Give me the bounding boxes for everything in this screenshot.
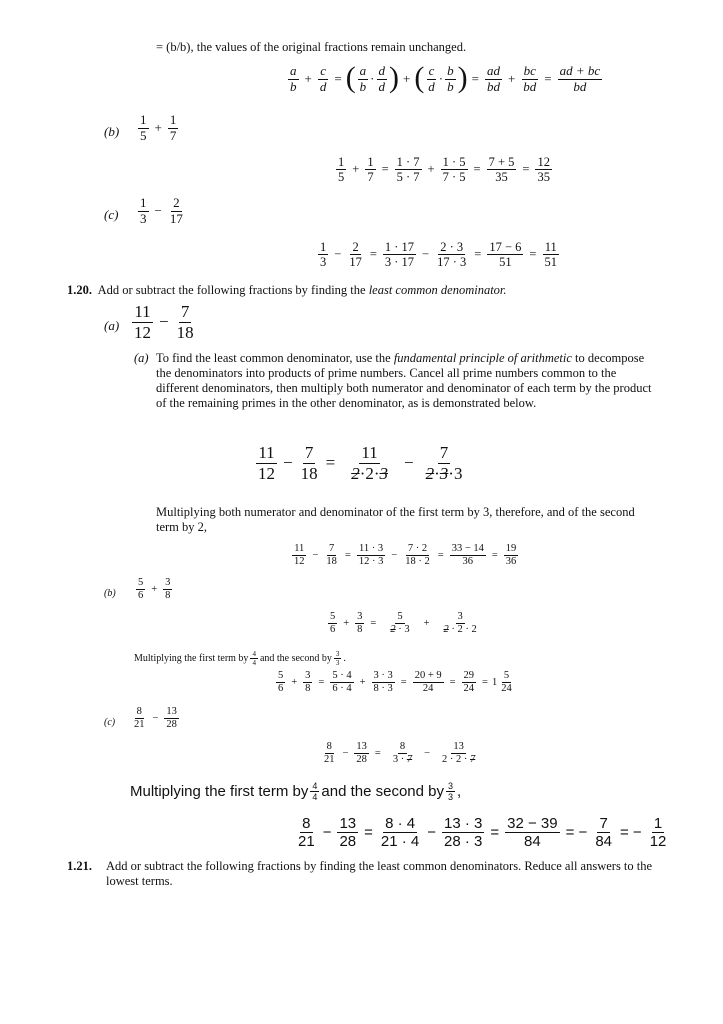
problem-1-21: 1.21. Add or subtract the following fractions by finding the least common denominators. Reduce all answers to the lowest terms. [67,859,653,888]
part-b-problem: 1 5 + $\frac{1}{7}$ [140,112,177,143]
problem-1-20-c-label: (c) [104,717,116,728]
problem-1-20-a-fractions: 11 12 − $\frac{7}{18}$ [134,302,194,342]
problem-1-20-a-explanation: (a) To find the least common denominator, use the fundamental principle of arithmetic to decompose the denominators into products of prime numbers. Cancel all prime numbers common to the different denominators, then multiply both numerator and denominator of each term by the product of the remaining primes in the other denominator, as is demonstrated below. [134,351,652,410]
problem-1-20-b-problem: 5 6 + $\frac{3}{8}$ [138,577,171,602]
part-c-label: (c) [104,207,119,222]
problem-1-20-a-label: (a) [104,318,120,333]
problem-1-20-heading: 1.20. Add or subtract the following fractions by finding the least common denominator. [67,283,507,297]
part-c-solution: 1 3 − $\frac{2}{17}$ = $\frac{1 \cdot 17}{3 \cdot 17}$ − $\frac{2 \cdot 3}{17 \cdot 3}$ = $\frac{17 - 6}{51}$ = $\frac{11}{51}$ [320,240,557,270]
fraction-c-d: $\frac{c}{d}$ [319,63,327,94]
problem-1-20-a-solution: 11 12 − $\frac{7}{18}$ = $\frac{11 \cdot 3}{12 \cdot 3}$ − $\frac{7 \cdot 2}{18 \cdot 2}$ = $\frac{33 - 14}{36}$ = $\frac{19}{36}$ [294,543,517,568]
part-b-label: (b) [104,124,120,139]
problem-1-20-c-solution: 8 21 − $\frac{13}{28}$ = $\frac{8 \cdot 4}{21 \cdot 4}$ − $\frac{13 \cdot 3}{28 \cdot 3}$ = $\frac{32 - 39}{84}$ = − $\frac{7}{84}$ = − $\frac{1}{12}$ [298,815,667,851]
problem-1-20-c-problem: 8 21 − $\frac{13}{28}$ [134,706,177,731]
part-b-solution: 1 5 + $\frac{1}{7}$ = $\frac{1 \cdot 7}{5 \cdot 7}$ + $\frac{1 \cdot 5}{7 \cdot 5}$ = $\frac{7 + 5}{35}$ = $\frac{12}{35}$ [338,155,550,185]
problem-1-20-a-factorization: 11 12 − $\frac{7}{18}$ = $\frac{11}{2\cdot 2\cdot 3}$ − $\frac{7}{2\cdot 3\cdot 3}$ [258,443,463,483]
problem-1-20-c-multiply-text: Multiplying the first term by 4 4 and the second by 3 3 , [130,781,462,803]
general-addition-formula: a b + $\frac{c}{d}$ = ( a b · d d ) + ( c d · b b ) = $\frac{ad}{bd}$ + $\frac{bc}{bd}$ = $\frac{ad + bc}{bd}$ [290,61,601,95]
problem-1-20-b-multiply-text: Multiplying the first term by 4 4 and the second by 3 3 . [134,650,346,668]
problem-1-20-c-factorization: 8 21 − $\frac{13}{28}$ = $\frac{8}{3 \cdot 7}$ − $\frac{13}{2 \cdot 2 \cdot 7}$ [324,741,476,766]
fraction-a-b: a b [290,63,297,94]
problem-1-20-b-label: (b) [104,588,116,599]
problem-1-20-b-solution: 5 6 + $\frac{3}{8}$ = $\frac{5 \cdot 4}{6 \cdot 4}$ + $\frac{3 \cdot 3}{8 \cdot 3}$ = $\frac{20 + 9}{24}$ = $\frac{29}{24}$ = 1 5 24 [278,670,512,695]
part-c-problem: 1 3 − $\frac{2}{17}$ [140,195,183,226]
problem-1-20-a-multiply-text: Multiplying both numerator and denominator of the first term by 3, therefore, and of the second term by 2, [156,505,635,534]
problem-1-20-b-factorization: 5 6 + $\frac{3}{8}$ = $\frac{5}{2 \cdot 3}$ + $\frac{3}{2 \cdot 2 \cdot 2}$ [330,611,477,636]
intro-line: = (b/b), the values of the original fractions remain unchanged. [156,40,467,54]
